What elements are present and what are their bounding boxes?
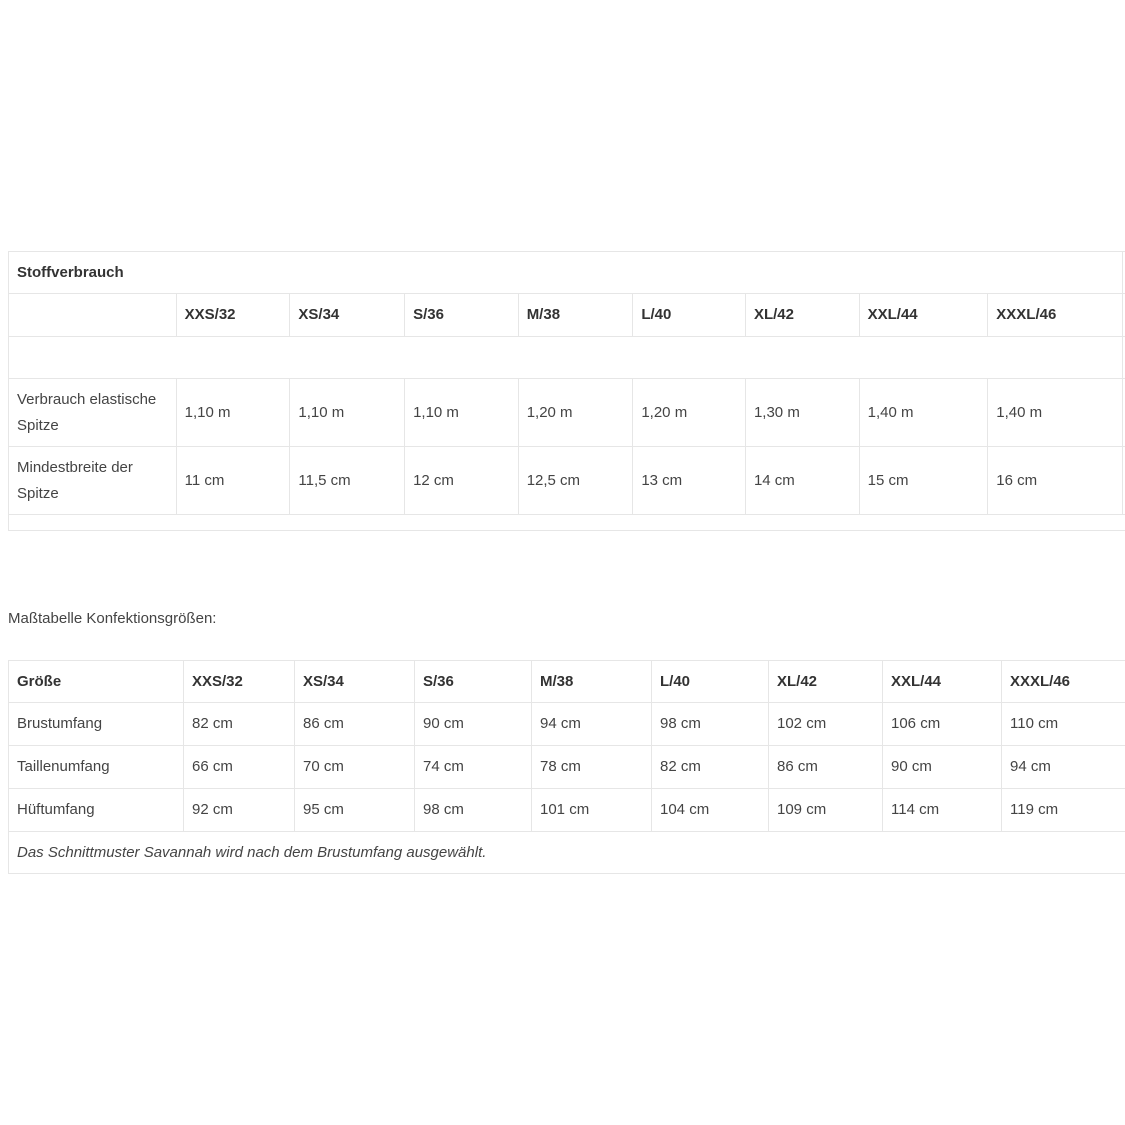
table-row [9,746,1125,789]
table-cell: 98 cm [652,703,769,746]
table-cell: 86 cm [769,746,883,789]
table-cell: 1,40 m [988,379,1123,447]
size-header: XXS/32 [184,661,295,703]
size-table-note: Das Schnittmuster Savannah wird nach dem Brustumfang ausgewählt. [9,832,1125,874]
size-header: L/40 [652,661,769,703]
fabric-size-header-row [9,294,1125,337]
empty-row [9,337,1125,379]
table-cell: 94 cm [1002,746,1125,789]
table-cell: 11,5 cm [290,447,405,515]
table-row [9,789,1125,832]
size-header: XXS/32 [176,294,290,337]
table-cell: 1,10 m [290,379,405,447]
table-cell: 1,10 m [405,379,519,447]
size-measurement-table [8,660,1125,874]
table-cell: 106 cm [883,703,1002,746]
note-row [9,832,1125,874]
table-cell: 11 cm [176,447,290,515]
table-cell: 14 cm [745,447,859,515]
table-cell: 102 cm [769,703,883,746]
fabric-consumption-table [8,251,1125,531]
row-label: Hüftumfang [9,789,184,832]
table-cell: 70 cm [295,746,415,789]
table-cell: 90 cm [883,746,1002,789]
table-cell: 86 cm [295,703,415,746]
table-cell: 94 cm [532,703,652,746]
size-header: S/36 [415,661,532,703]
row-label: Taillenumfang [9,746,184,789]
table-cell: 1,20 m [518,379,633,447]
table-cell: 101 cm [532,789,652,832]
fabric-table-title: Stoffverbrauch [9,252,1123,294]
table-cell: 109 cm [769,789,883,832]
size-header: XXL/44 [859,294,988,337]
table-cell: 12 cm [405,447,519,515]
size-header: M/38 [532,661,652,703]
table-cell: 74 cm [415,746,532,789]
row-label: Mindestbreite der Spitze [9,447,177,515]
table-row [9,447,1125,515]
size-header: XXXL/46 [988,294,1123,337]
table-cell: 104 cm [652,789,769,832]
table-cell: 13 cm [633,447,746,515]
row-label: Verbrauch elastische Spitze [9,379,177,447]
table-cell: 12,5 cm [518,447,633,515]
size-header: XL/42 [745,294,859,337]
empty-row [9,515,1125,531]
size-header: XXXL/46 [1002,661,1125,703]
table-row [9,703,1125,746]
table-cell: 1,10 m [176,379,290,447]
size-header: XL/42 [769,661,883,703]
size-header-row [9,661,1125,703]
size-header: M/38 [518,294,633,337]
size-header: XS/34 [290,294,405,337]
size-header-label: Größe [9,661,184,703]
row-label: Brustumfang [9,703,184,746]
table-cell: 66 cm [184,746,295,789]
table-cell: 1,20 m [633,379,746,447]
table-cell: 16 cm [988,447,1123,515]
table-cell: 114 cm [883,789,1002,832]
table-cell: 110 cm [1002,703,1125,746]
table-cell: 1,40 m [859,379,988,447]
table-cell: 119 cm [1002,789,1125,832]
table-cell: 15 cm [859,447,988,515]
table-cell: 1,30 m [745,379,859,447]
size-header: S/36 [405,294,519,337]
table-cell: 82 cm [184,703,295,746]
table-cell: 90 cm [415,703,532,746]
table-cell: 78 cm [532,746,652,789]
size-table-caption: Maßtabelle Konfektionsgrößen: [8,610,217,627]
table-row [9,379,1125,447]
table-cell: 92 cm [184,789,295,832]
table-cell: 98 cm [415,789,532,832]
table-cell: 82 cm [652,746,769,789]
size-header: L/40 [633,294,746,337]
size-header: XXL/44 [883,661,1002,703]
table-cell: 95 cm [295,789,415,832]
size-header: XS/34 [295,661,415,703]
